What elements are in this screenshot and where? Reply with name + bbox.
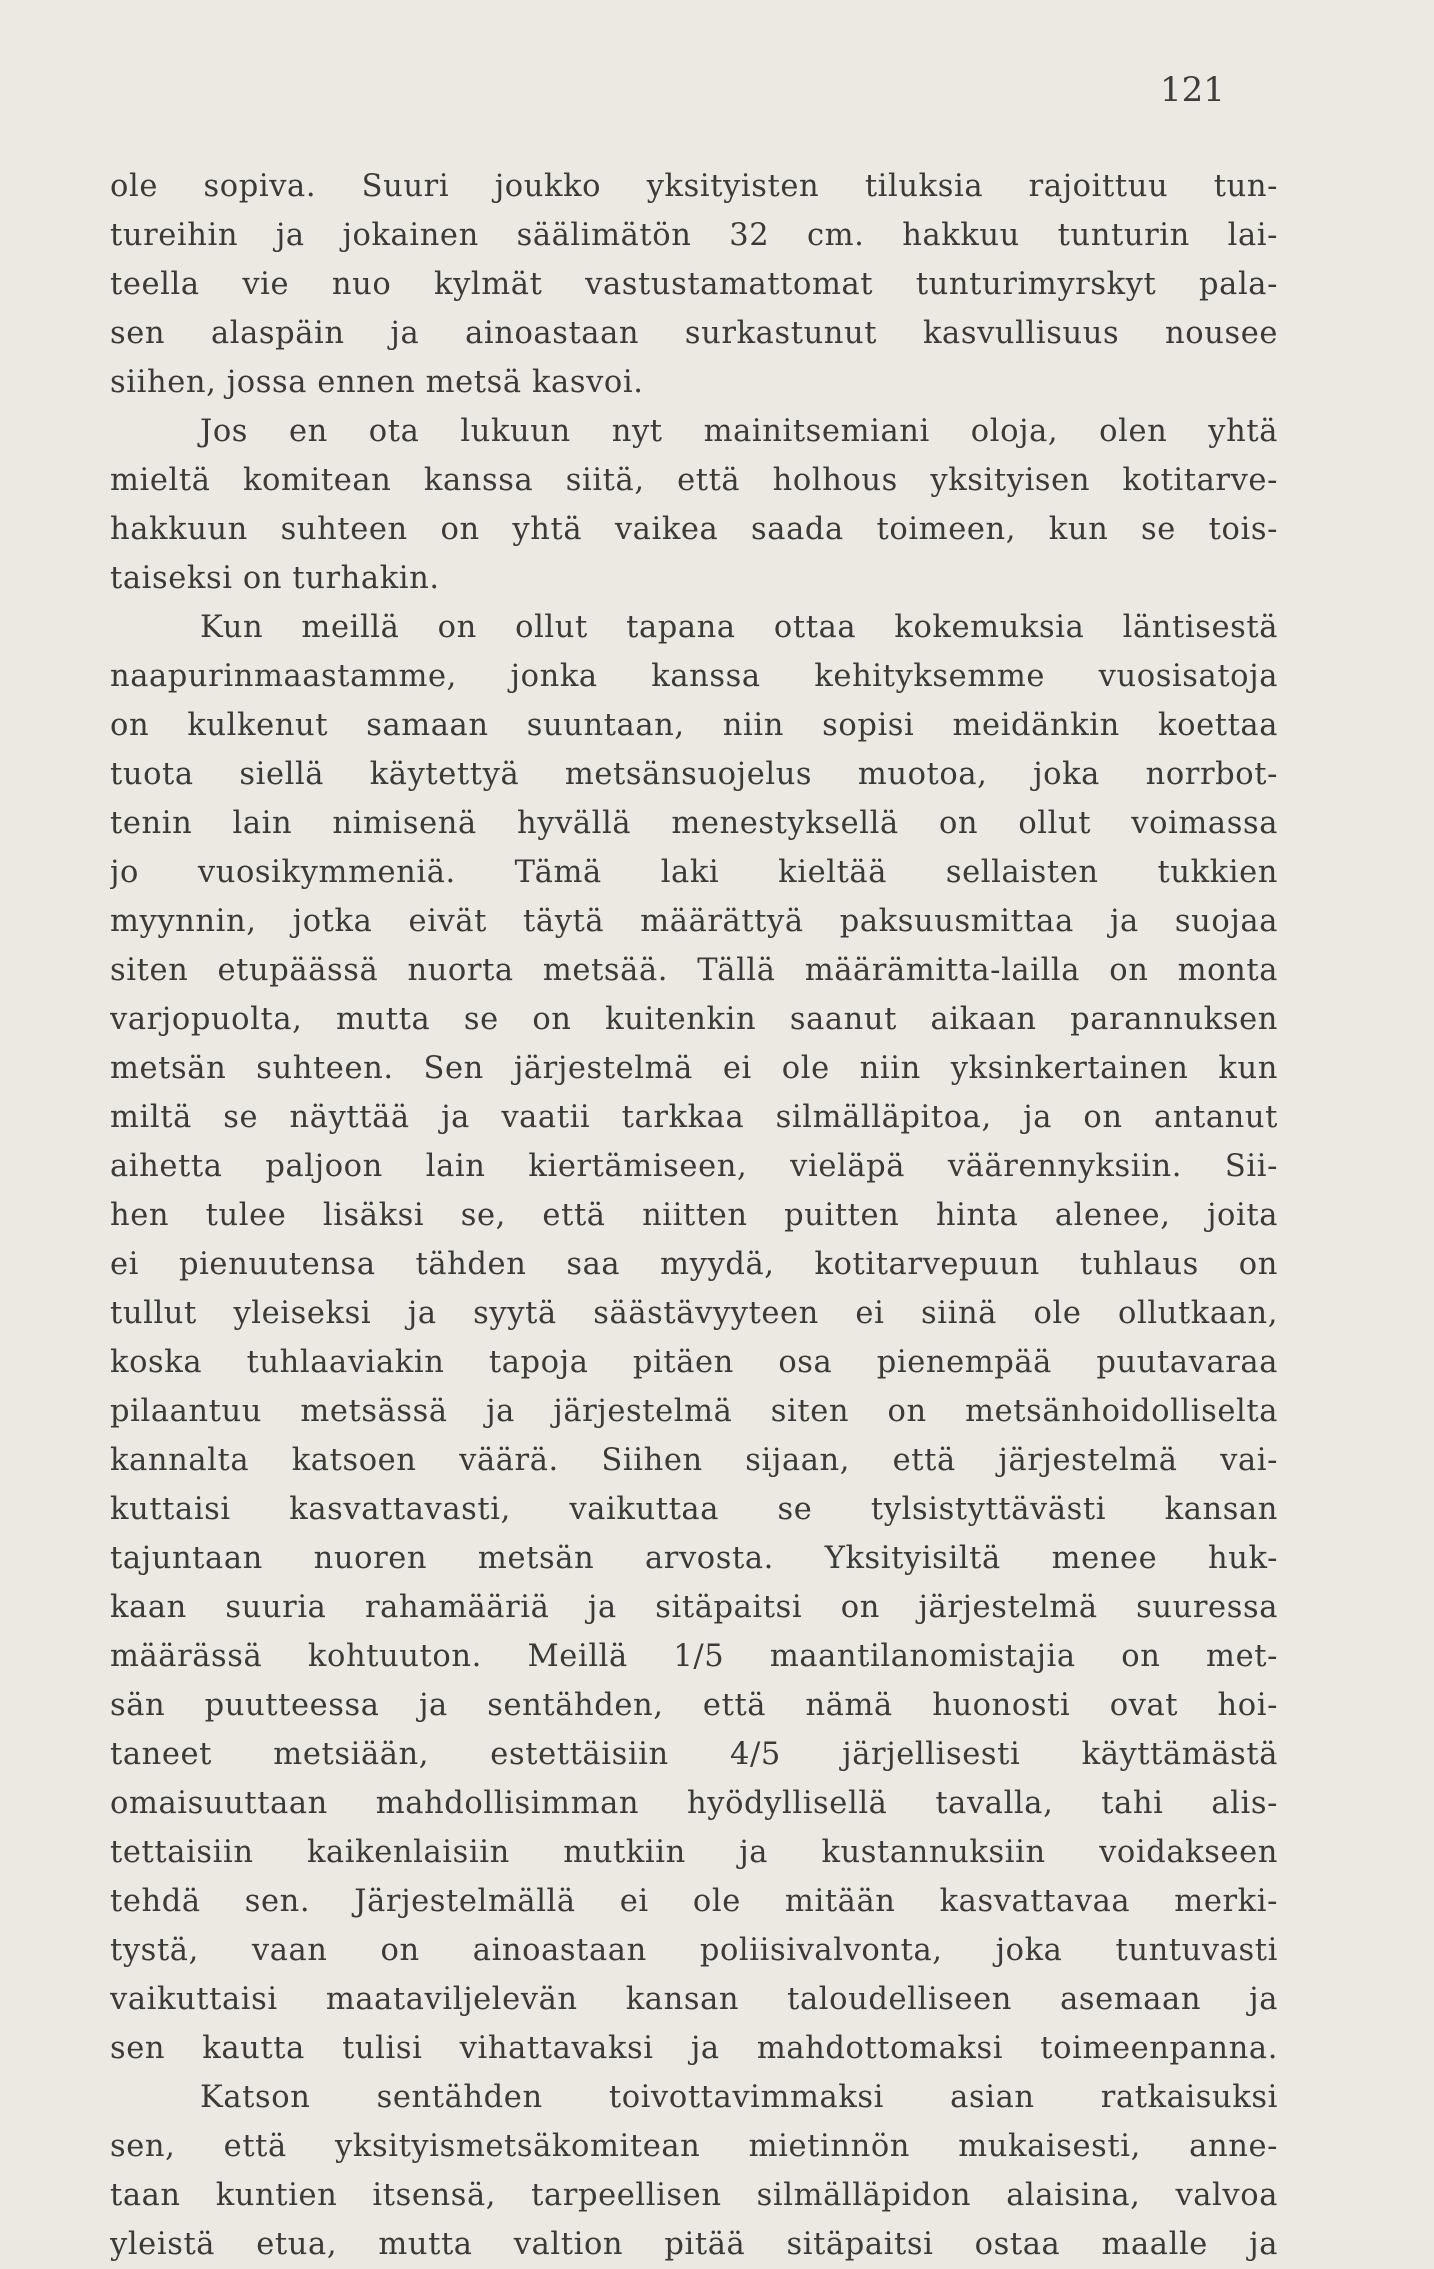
text-line: vaikuttaisi maataviljelevän kansan taloudelliseen asemaan ja — [110, 1982, 1278, 2017]
text-line: tureihin ja jokainen säälimätön 32 cm. hakkuu tunturin lai- — [110, 218, 1278, 253]
text-line: miltä se näyttää ja vaatii tarkkaa silmälläpitoa, ja on antanut — [110, 1100, 1278, 1135]
text-line: naapurinmaastamme, jonka kanssa kehityksemme vuosisatoja — [110, 659, 1278, 694]
text-line: sen kautta tulisi vihattavaksi ja mahdottomaksi toimeenpanna. — [110, 2031, 1278, 2066]
text-line: taneet metsiään, estettäisiin 4/5 järjellisesti käyttämästä — [110, 1737, 1278, 1772]
text-line: kannalta katsoen väärä. Siihen sijaan, että järjestelmä vai- — [110, 1443, 1278, 1478]
text-line: tystä, vaan on ainoastaan poliisivalvonta, joka tuntuvasti — [110, 1933, 1278, 1968]
text-line: kaan suuria rahamääriä ja sitäpaitsi on järjestelmä suuressa — [110, 1590, 1278, 1625]
text-line: tuota siellä käytettyä metsänsuojelus muotoa, joka norrbot- — [110, 757, 1278, 792]
text-line: sen alaspäin ja ainoastaan surkastunut kasvullisuus nousee — [110, 316, 1278, 351]
text-line: taiseksi on turhakin. — [110, 561, 440, 596]
text-line: pilaantuu metsässä ja järjestelmä siten on metsänhoidolliselta — [110, 1394, 1278, 1429]
text-line: mieltä komitean kanssa siitä, että holhous yksityisen kotitarve- — [110, 463, 1278, 498]
text-line: omaisuuttaan mahdollisimman hyödyllisellä tavalla, tahi alis- — [110, 1786, 1278, 1821]
text-line: hakkuun suhteen on yhtä vaikea saada toimeen, kun se tois- — [110, 512, 1278, 547]
text-line: Katson sentähden toivottavimmaksi asian ratkaisuksi — [200, 2080, 1278, 2115]
page-number: 121 — [1160, 70, 1225, 110]
text-line: siten etupäässä nuorta metsää. Tällä määrämitta-lailla on monta — [110, 953, 1278, 988]
text-line: tettaisiin kaikenlaisiin mutkiin ja kustannuksiin voidakseen — [110, 1835, 1278, 1870]
text-line: taan kuntien itsensä, tarpeellisen silmälläpidon alaisina, valvoa — [110, 2178, 1278, 2213]
text-line: jo vuosikymmeniä. Tämä laki kieltää sellaisten tukkien — [110, 855, 1278, 890]
text-line: teella vie nuo kylmät vastustamattomat tunturimyrskyt pala- — [110, 267, 1278, 302]
text-line: varjopuolta, mutta se on kuitenkin saanut aikaan parannuksen — [110, 1002, 1278, 1037]
text-line: tajuntaan nuoren metsän arvosta. Yksityisiltä menee huk- — [110, 1541, 1278, 1576]
text-line: ole sopiva. Suuri joukko yksityisten tiluksia rajoittuu tun- — [110, 169, 1278, 204]
text-line: sän puutteessa ja sentähden, että nämä huonosti ovat hoi- — [110, 1688, 1278, 1723]
text-line: sen, että yksityismetsäkomitean mietinnön mukaisesti, anne- — [110, 2129, 1278, 2164]
text-line: määrässä kohtuuton. Meillä 1/5 maantilanomistajia on met- — [110, 1639, 1278, 1674]
text-line: siihen, jossa ennen metsä kasvoi. — [110, 365, 644, 400]
text-line: tullut yleiseksi ja syytä säästävyyteen ei siinä ole ollutkaan, — [110, 1296, 1278, 1331]
text-line: aihetta paljoon lain kiertämiseen, vieläpä väärennyksiin. Sii- — [110, 1149, 1278, 1184]
text-line: tenin lain nimisenä hyvällä menestyksellä on ollut voimassa — [110, 806, 1278, 841]
text-line: hen tulee lisäksi se, että niitten puitten hinta alenee, joita — [110, 1198, 1278, 1233]
text-line: ei pienuutensa tähden saa myydä, kotitarvepuun tuhlaus on — [110, 1247, 1278, 1282]
text-line: Jos en ota lukuun nyt mainitsemiani oloja, olen yhtä — [200, 414, 1278, 449]
text-line: metsän suhteen. Sen järjestelmä ei ole niin yksinkertainen kun — [110, 1051, 1278, 1086]
text-line: myynnin, jotka eivät täytä määrättyä paksuusmittaa ja suojaa — [110, 904, 1278, 939]
text-line: Kun meillä on ollut tapana ottaa kokemuksia läntisestä — [200, 610, 1278, 645]
text-line: on kulkenut samaan suuntaan, niin sopisi meidänkin koettaa — [110, 708, 1278, 743]
text-line: yleistä etua, mutta valtion pitää sitäpaitsi ostaa maalle ja — [110, 2227, 1278, 2262]
text-line: koska tuhlaaviakin tapoja pitäen osa pienempää puutavaraa — [110, 1345, 1278, 1380]
text-line: kuttaisi kasvattavasti, vaikuttaa se tylsistyttävästi kansan — [110, 1492, 1278, 1527]
body-text — [110, 162, 1278, 2269]
text-line: tehdä sen. Järjestelmällä ei ole mitään kasvattavaa merki- — [110, 1884, 1278, 1919]
